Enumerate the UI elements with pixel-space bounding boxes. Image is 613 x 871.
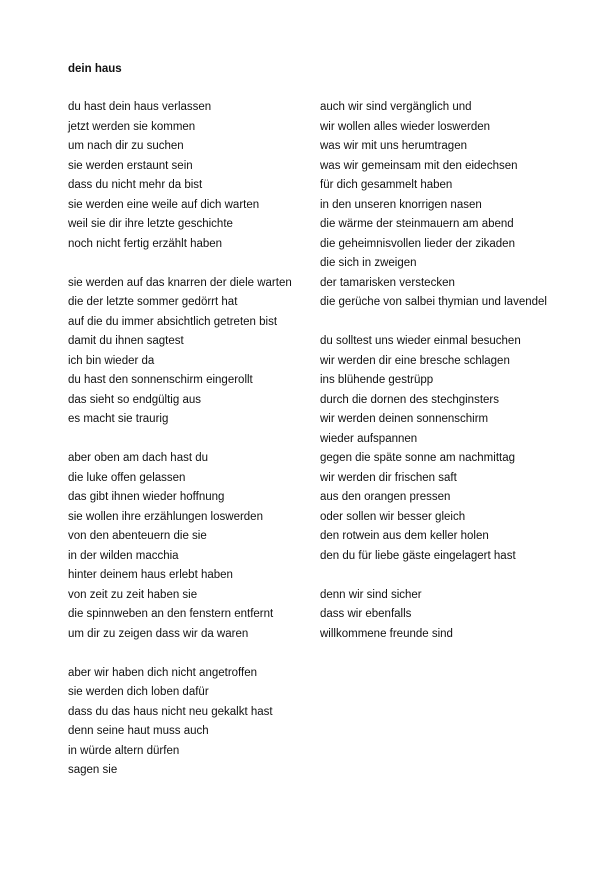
poem-line: wir werden dir frischen saft (320, 471, 457, 484)
poem-line: wir wollen alles wieder loswerden (320, 120, 491, 133)
poem-line: damit du ihnen sagtest (68, 335, 184, 347)
poem-line: in würde altern dürfen (68, 744, 180, 757)
poem-line: in den unseren knorrigen nasen (320, 198, 482, 211)
poem-title: dein haus (68, 63, 122, 75)
poem-line: sie werden erstaunt sein (68, 159, 193, 172)
poem-line: dass wir ebenfalls (320, 608, 412, 620)
poem-line: aus den orangen pressen (320, 491, 451, 503)
poem-line: sie werden dich loben dafür (68, 686, 209, 698)
poem-line: dass du nicht mehr da bist (68, 179, 203, 191)
poem-line: den rotwein aus dem keller holen (320, 530, 489, 542)
stanza (68, 664, 292, 781)
poem-line: die luke offen gelassen (68, 471, 186, 484)
poem-line: weil sie dir ihre letzte geschichte (68, 218, 233, 230)
poem-line: wieder aufspannen (320, 432, 418, 445)
poem-line: denn wir sind sicher (320, 588, 422, 601)
poem-line: aber oben am dach hast du (68, 452, 209, 464)
poem-line: denn seine haut muss auch (68, 725, 209, 737)
poem-line: es macht sie traurig (68, 413, 169, 425)
poem-line: für dich gesammelt haben (320, 179, 453, 191)
poem-line: du solltest uns wieder einmal besuchen (320, 335, 521, 347)
poem-line: die der letzte sommer gedörrt hat (68, 296, 238, 308)
right-column (320, 98, 547, 664)
stanza (68, 274, 292, 430)
poem-line: sagen sie (68, 764, 118, 776)
poem-line: sie wollen ihre erzählungen loswerden (68, 510, 263, 523)
poem-line: jetzt werden sie kommen (68, 120, 196, 133)
poem-line: der tamarisken verstecken (320, 276, 455, 289)
poem-line: sie werden eine weile auf dich warten (68, 198, 260, 211)
poem-line: du hast dein haus verlassen (68, 101, 212, 113)
poem-line: hinter deinem haus erlebt haben (68, 569, 233, 581)
stanza (68, 449, 292, 644)
poem-line: von den abenteuern die sie (68, 530, 207, 542)
poem-line: du hast den sonnenschirm eingerollt (68, 374, 253, 386)
poem-line: von zeit zu zeit haben sie (68, 588, 198, 601)
stanza (320, 586, 547, 645)
stanza (320, 332, 547, 566)
poem-line: durch die dornen des stechginsters (320, 393, 499, 406)
poem-line: ins blühende gestrüpp (320, 374, 434, 386)
poem-line: gegen die späte sonne am nachmittag (320, 452, 515, 464)
poem-line: um dir zu zeigen dass wir da waren (68, 627, 249, 640)
poem-line: um nach dir zu suchen (68, 140, 184, 152)
poem-line: auch wir sind vergänglich und (320, 101, 472, 113)
poem-line: die wärme der steinmauern am abend (320, 218, 514, 230)
poem-line: die sich in zweigen (320, 257, 417, 269)
poem-line: die spinnweben an den fenstern entfernt (68, 608, 274, 620)
poem-line: den du für liebe gäste eingelagert hast (320, 549, 516, 562)
poem-line: die gerüche von salbei thymian und lavendel (320, 296, 547, 308)
poem-line: auf die du immer absichtlich getreten bist (68, 315, 278, 328)
poem-line: willkommene freunde sind (320, 627, 453, 640)
poem-line: das sieht so endgültig aus (68, 393, 201, 406)
poem-line: dass du das haus nicht neu gekalkt hast (68, 705, 273, 718)
left-column (68, 98, 292, 800)
poem-line: aber wir haben dich nicht angetroffen (68, 666, 258, 679)
poem-line: sie werden auf das knarren der diele warten (68, 276, 292, 289)
stanza (68, 98, 292, 254)
poem-line: das gibt ihnen wieder hoffnung (68, 491, 225, 503)
poem-line: in der wilden macchia (68, 549, 179, 562)
poem-line: ich bin wieder da (68, 354, 155, 367)
poem-line: was wir mit uns herumtragen (320, 140, 467, 152)
poem-line: was wir gemeinsam mit den eidechsen (320, 159, 518, 172)
poem-line: die geheimnisvollen lieder der zikaden (320, 237, 515, 250)
poem-line: wir werden deinen sonnenschirm (320, 413, 489, 425)
poem-line: wir werden dir eine bresche schlagen (320, 354, 510, 367)
stanza (320, 98, 547, 313)
poem-line: noch nicht fertig erzählt haben (68, 237, 223, 250)
poem-line: oder sollen wir besser gleich (320, 510, 466, 523)
